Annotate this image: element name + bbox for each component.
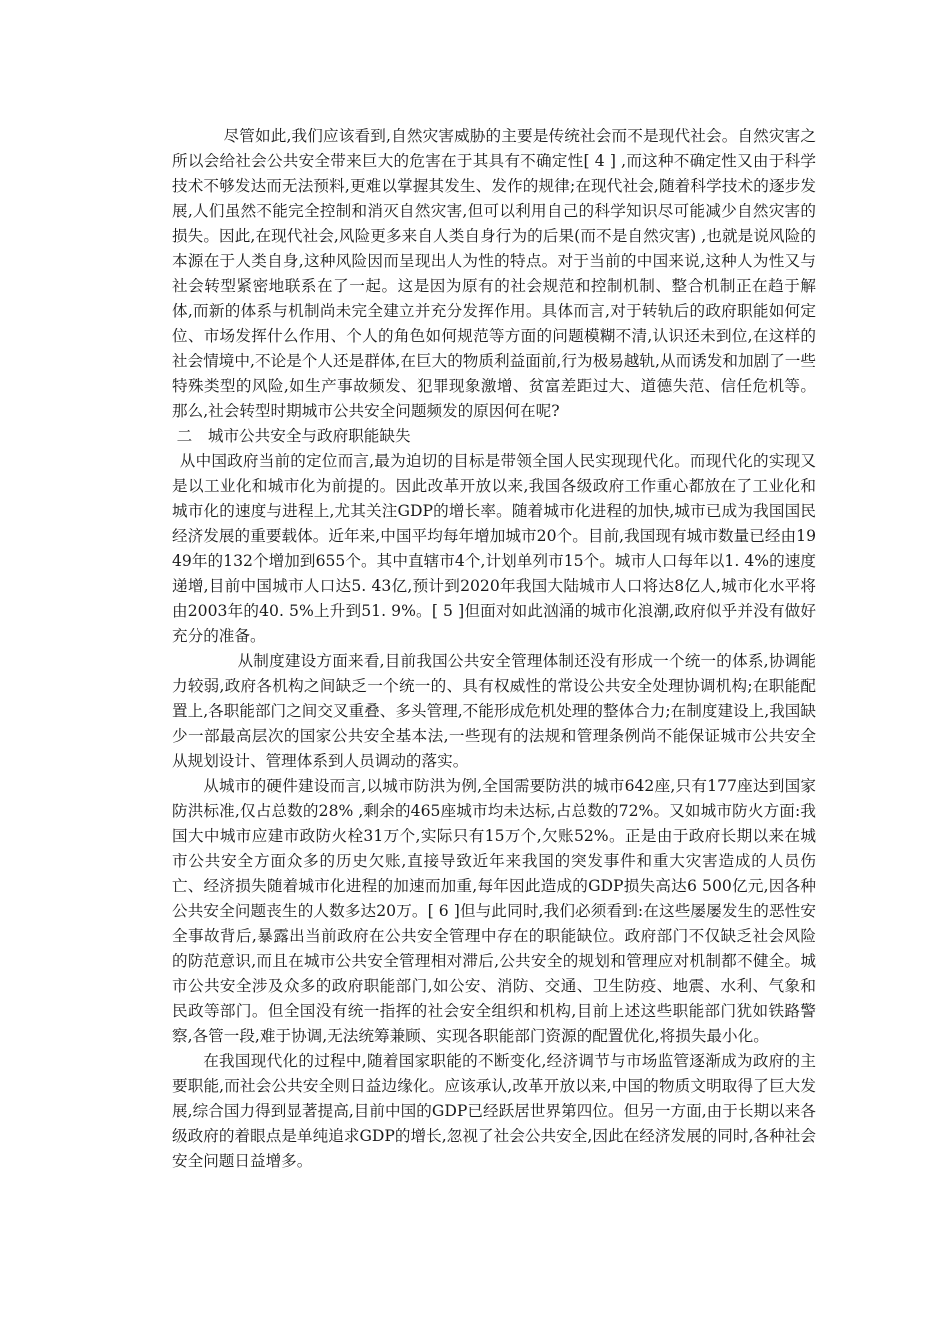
paragraph-hardware-construction: 从城市的硬件建设而言,以城市防洪为例,全国需要防洪的城市642座,只有177座达到国家防洪标准,仅占总数的28% ,剩余的465座城市均未达标,占总数的72%。又如城市防火方面:我国大中城市应建市政防火栓31万个,实际只有15万个,欠账52%。正是由于政府长期以来在城市公共安全方面众多的历史欠账,直接导致近年来我国的突发事件和重大灾害造成的人员伤亡、经济损失随着城市化进程的加速而加重,每年因此造成的GDP损失高达6 500亿元,因各种公共安全问题丧生的人数多达20万。[ 6 ]但与此同时,我们必须看到:在这些屡屡发生的恶性安全事故背后,暴露出当前政府在公共安全管理中存在的职能缺位。政府部门不仅缺乏社会风险的防范意识,而且在城市公共安全管理相对滞后,公共安全的规划和管理应对机制都不健全。城市公共安全涉及众多的政府职能部门,如公安、消防、交通、卫生防疫、地震、水利、气象和民政等部门。但全国没有统一指挥的社会安全组织和机构,目前上述这些职能部门犹如铁路警察,各管一段,难于协调,无法统筹兼顾、实现各职能部门资源的配置优化,将损失最小化。 xyxy=(172,777,816,1045)
paragraph-natural-disasters: 尽管如此,我们应该看到,自然灾害威胁的主要是传统社会而不是现代社会。自然灾害之所以会给社会公共安全带来巨大的危害在于其具有不确定性[ 4 ] ,而这种不确定性又由于科学技术不够发达而无法预料,更难以掌握其发生、发作的规律;在现代社会,随着科学技术的逐步发展,人们虽然不能完全控制和消灭自然灾害,但可以利用自己的科学知识尽可能减少自然灾害的损失。因此,在现代社会,风险更多来自人类自身行为的后果(而不是自然灾害) ,也就是说风险的本源在于人类自身,这种风险因而呈现出人为性的特点。对于当前的中国来说,这种人为性又与社会转型紧密地联系在了一起。这是因为原有的社会规范和控制机制、整合机制正在趋于解体,而新的体系与机制尚未完全建立并充分发挥作用。具体而言,对于转轨后的政府职能如何定位、市场发挥什么作用、个人的角色如何规范等方面的问题模糊不清,认识还未到位,在这样的社会情境中,不论是个人还是群体,在巨大的物质利益面前,行为极易越轨,从而诱发和加剧了一些特殊类型的风险,如生产事故频发、犯罪现象激增、贫富差距过大、道德失范、信任危机等。那么,社会转型时期城市公共安全问题频发的原因何在呢? xyxy=(172,127,816,420)
document-body xyxy=(172,124,816,1174)
section-heading: 二 城市公共安全与政府职能缺失 xyxy=(176,427,411,445)
paragraph-modernization-process: 在我国现代化的过程中,随着国家职能的不断变化,经济调节与市场监管逐渐成为政府的主要职能,而社会公共安全则日益边缘化。应该承认,改革开放以来,中国的物质文明取得了巨大发展,综合国力得到显著提高,目前中国的GDP已经跃居世界第四位。但另一方面,由于长期以来各级政府的着眼点是单纯追求GDP的增长,忽视了社会公共安全,因此在经济发展的同时,各种社会安全问题日益增多。 xyxy=(172,1052,816,1170)
paragraph-government-positioning: 从中国政府当前的定位而言,最为迫切的目标是带领全国人民实现现代化。而现代化的实现又是以工业化和城市化为前提的。因此改革开放以来,我国各级政府工作重心都放在了工业化和城市化的速度与进程上,尤其关注GDP的增长率。随着城市化进程的加快,城市已成为我国国民经济发展的重要载体。近年来,中国平均每年增加城市20个。目前,我国现有城市数量已经由1949年的132个增加到655个。其中直辖市4个,计划单列市15个。城市人口每年以1. 4%的速度递增,目前中国城市人口达5. 43亿,预计到2020年我国大陆城市人口将达8亿人,城市化水平将由2003年的40. 5%上升到51. 9%。[ 5 ]但面对如此汹涌的城市化浪潮,政府似乎并没有做好充分的准备。 xyxy=(172,452,816,645)
paragraph-institutional-construction: 从制度建设方面来看,目前我国公共安全管理体制还没有形成一个统一的体系,协调能力较弱,政府各机构之间缺乏一个统一的、具有权威性的常设公共安全处理协调机构;在职能配置上,各职能部门之间交叉重叠、多头管理,不能形成危机处理的整体合力;在制度建设上,我国缺少一部最高层次的国家公共安全基本法,一些现有的法规和管理条例尚不能保证城市公共安全从规划设计、管理体系到人员调动的落实。 xyxy=(172,652,816,770)
